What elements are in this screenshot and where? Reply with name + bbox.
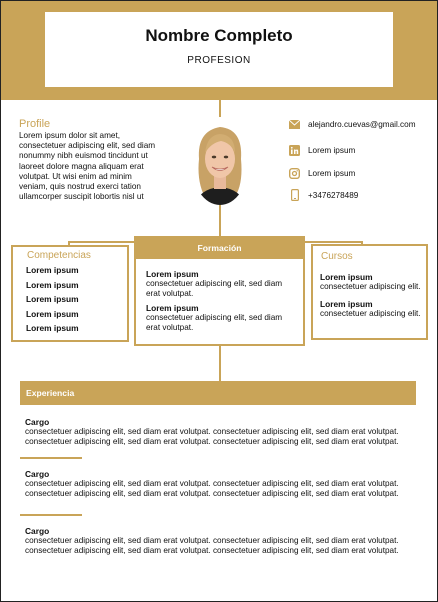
cursos-entry [320,272,426,292]
profile-line: ullamcorper suscipit lobortis nisl ut [19,192,144,202]
list-item: Lorem ipsum [26,323,79,334]
connector-experiencia [219,345,221,381]
experiencia-item [25,469,417,499]
linkedin-text: Lorem ipsum [308,145,356,155]
entry-title: Lorem ipsum [320,299,373,309]
contact-phone[interactable] [289,188,358,202]
experiencia-item [25,526,417,556]
instagram-text: Lorem ipsum [308,168,356,178]
profile-title: Profile [19,118,51,130]
cargo-text: consectetuer adipiscing elit, sed diam erat volutpat. consectetuer adipiscing elit, sed diam erat volutpat. [25,437,399,446]
contact-instagram[interactable] [289,166,355,180]
entry-text: erat volutpat. [146,323,194,332]
linkedin-icon [289,145,300,156]
competencias-title: Competencias [27,250,91,261]
connector-horizontal-left [68,241,135,243]
formacion-entry [146,269,301,299]
list-item: Lorem ipsum [26,279,79,290]
cargo-title: Cargo [25,417,50,427]
cursos-box [311,244,428,340]
entry-text: consectetuer adipiscing elit, sed diam [146,279,283,288]
profile-line: veniam, quis nostrud exerci tation [19,182,141,192]
phone-icon [289,190,300,201]
cargo-text: consectetuer adipiscing elit, sed diam erat volutpat. consectetuer adipiscing elit, sed diam erat volutpat. [25,546,399,555]
entry-text: erat volutpat. [146,289,194,298]
competencias-box [11,245,129,342]
cursos-entry [320,299,426,319]
phone-text: +3476278489 [308,190,359,200]
contact-email[interactable] [289,117,416,131]
connector-horizontal-right [304,241,362,243]
instagram-icon [289,168,300,179]
competencias-list [26,263,79,336]
formacion-entry [146,303,301,333]
profile-line: consectetuer adipiscing elit, sed diam [19,141,156,151]
contact-linkedin[interactable] [289,143,355,157]
entry-text: consectetuer adipiscing elit. [320,282,421,291]
entry-text: consectetuer adipiscing elit. [320,309,421,318]
experiencia-separator [20,457,82,459]
cargo-text: consectetuer adipiscing elit, sed diam erat volutpat. consectetuer adipiscing elit, sed diam erat volutpat. [25,427,399,436]
connector-photo [219,205,221,237]
entry-title: Lorem ipsum [146,269,199,279]
profile-photo [191,119,249,205]
cursos-title: Cursos [321,251,353,262]
entry-title: Lorem ipsum [320,272,373,282]
experiencia-title: Experiencia [20,381,416,405]
profile-text [19,131,171,202]
experiencia-separator [20,514,82,516]
experiencia-item [25,417,417,447]
cargo-title: Cargo [25,469,50,479]
cargo-text: consectetuer adipiscing elit, sed diam erat volutpat. consectetuer adipiscing elit, sed diam erat volutpat. [25,489,399,498]
list-item: Lorem ipsum [26,294,79,305]
envelope-icon [289,119,300,130]
profile-line: volutpat. Ut wisi enim ad minim [19,171,132,181]
list-item: Lorem ipsum [26,265,79,275]
list-item: Lorem ipsum [26,308,79,319]
full-name: Nombre Completo [145,26,293,45]
entry-title: Lorem ipsum [146,303,199,313]
cargo-text: consectetuer adipiscing elit, sed diam erat volutpat. consectetuer adipiscing elit, sed diam erat volutpat. [25,536,399,545]
entry-text: consectetuer adipiscing elit, sed diam [146,313,283,322]
formacion-title: Formación [135,237,304,259]
profile-line: laoreet dolore magna aliquam erat [19,161,144,171]
cargo-title: Cargo [25,526,50,536]
profession: PROFESION [187,55,251,66]
profile-line: Lorem ipsum dolor sit amet, [19,131,121,140]
profile-line: nonummy nibh euismod tincidunt ut [19,151,148,161]
cargo-text: consectetuer adipiscing elit, sed diam erat volutpat. consectetuer adipiscing elit, sed diam erat volutpat. [25,479,399,488]
email-text: alejandro.cuevas@gmail.com [308,119,416,129]
name-box [45,12,393,87]
connector-header [219,98,221,117]
